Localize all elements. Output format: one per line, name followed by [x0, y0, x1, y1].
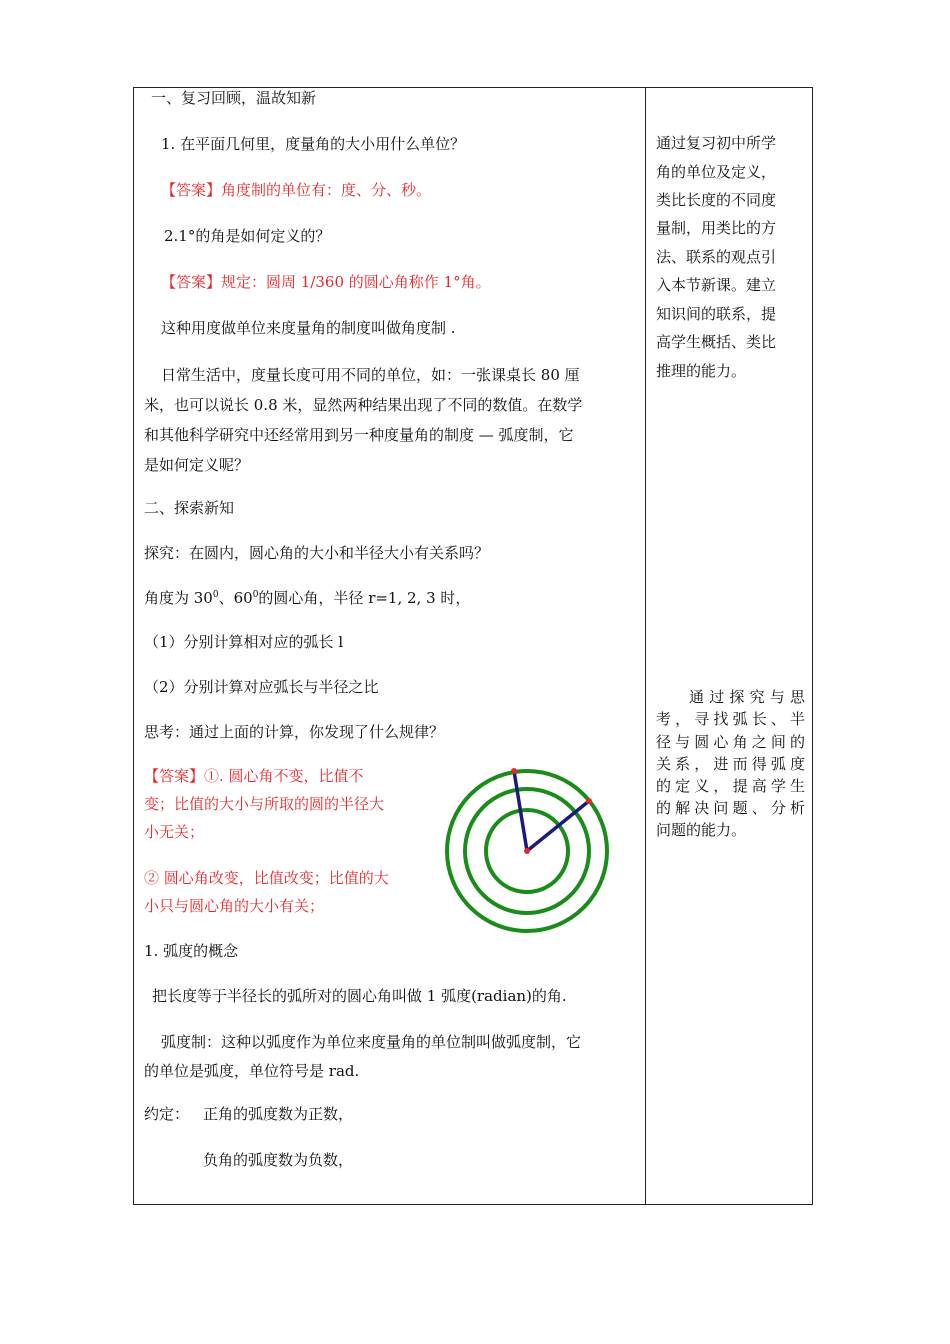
answer-2 — [161, 272, 491, 292]
answer-tag: 【答案】 — [161, 181, 222, 199]
answer-4-line-1: ② 圆心角改变，比值改变；比值的大 — [144, 869, 389, 887]
arc-point-1 — [511, 768, 517, 774]
convention-negative: 负角的弧度数为负数， — [203, 1151, 354, 1169]
note2-line: 问题的能力。 — [656, 821, 747, 839]
radian-definition: 把长度等于半径长的弧所对的圆心角叫做 1 弧度(radian)的角. — [152, 987, 567, 1005]
concentric-circles-figure — [439, 760, 619, 940]
task-1: （1）分别计算相对应的弧长 l — [144, 633, 344, 651]
answer-2-text: 规定：圆周 1/360 的圆心角称作 1°角。 — [221, 273, 491, 291]
angle-text-3: 的圆心角，半径 r=1, 2, 3 时， — [258, 589, 471, 607]
content-column — [134, 88, 645, 1204]
lesson-table — [133, 87, 813, 1205]
note1-line: 类比长度的不同度 — [656, 191, 777, 209]
radian-system-line-1: 弧度制：这种以弧度作为单位来度量角的单位制叫做弧度制，它 — [161, 1033, 582, 1051]
daily-line-4: 是如何定义呢？ — [144, 456, 250, 474]
task-2: （2）分别计算对应弧长与半径之比 — [144, 678, 379, 696]
center-point — [524, 848, 530, 854]
answer-tag: 【答案】 — [161, 273, 222, 291]
convention-positive: 正角的弧度数为正数， — [203, 1105, 354, 1123]
note1-line: 入本节新课。建立 — [656, 276, 777, 294]
answer-3-line-3: 小无关； — [144, 823, 205, 841]
note2-line: 的解决问题、分析 — [656, 799, 805, 817]
degree-sup-2: 0 — [252, 590, 259, 600]
notes-column — [646, 88, 812, 1204]
note2-line: 径与圆心角之间的 — [656, 733, 805, 751]
explore-question: 探究：在圆内，圆心角的大小和半径大小有关系吗？ — [144, 544, 490, 562]
note2-line: 考，寻找弧长、半 — [656, 710, 805, 728]
think-question: 思考：通过上面的计算，你发现了什么规律？ — [144, 723, 445, 741]
section1-title: 一、复习回顾，温故知新 — [151, 89, 317, 107]
angle-setup — [144, 588, 470, 608]
note1-line: 角的单位及定义， — [656, 163, 777, 181]
arc-point-2 — [586, 798, 592, 804]
concept-title: 1. 弧度的概念 — [144, 942, 239, 960]
question-2: 2.1°的角是如何定义的？ — [164, 227, 331, 245]
note2-line: 关系，进而得弧度 — [656, 755, 805, 773]
daily-line-2: 米，也可以说长 0.8 米，显然两种结果出现了不同的数值。在数学 — [144, 396, 583, 414]
answer-4-line-2: 小只与圆心角的大小有关； — [144, 897, 325, 915]
daily-line-3: 和其他科学研究中还经常用到另一种度量角的制度 — 弧度制，它 — [144, 426, 574, 444]
note2-line: 通过探究与思 — [689, 688, 805, 706]
answer-1-text: 角度制的单位有：度、分、秒。 — [221, 181, 432, 199]
section2-title: 二、探索新知 — [144, 499, 235, 517]
note1-line: 知识间的联系，提 — [656, 305, 777, 323]
degree-sup-1: 0 — [212, 590, 219, 600]
note2-line: 的定义，提高学生 — [656, 777, 805, 795]
angle-text-1: 角度为 30 — [144, 589, 213, 607]
note1-line: 推理的能力。 — [656, 362, 747, 380]
radius-line-30 — [527, 801, 589, 851]
answer-1 — [161, 180, 431, 200]
radian-system-line-2: 的单位是弧度，单位符号是 rad. — [144, 1062, 360, 1080]
degree-system-statement: 这种用度做单位来度量角的制度叫做角度制 . — [161, 319, 456, 337]
answer-3-line-1: 【答案】①. 圆心角不变，比值不 — [144, 767, 364, 785]
convention-label: 约定： — [144, 1105, 190, 1123]
question-1: 1. 在平面几何里，度量角的大小用什么单位？ — [161, 135, 466, 153]
note1-line: 量制，用类比的方 — [656, 219, 777, 237]
angle-text-2: 、60 — [218, 589, 253, 607]
note1-line: 通过复习初中所学 — [656, 134, 777, 152]
daily-line-1: 日常生活中，度量长度可用不同的单位，如：一张课桌长 80 厘 — [161, 366, 580, 384]
answer-3-line-2: 变；比值的大小与所取的圆的半径大 — [144, 795, 385, 813]
note1-line: 法、联系的观点引 — [656, 248, 777, 266]
note1-line: 高学生概括、类比 — [656, 333, 777, 351]
